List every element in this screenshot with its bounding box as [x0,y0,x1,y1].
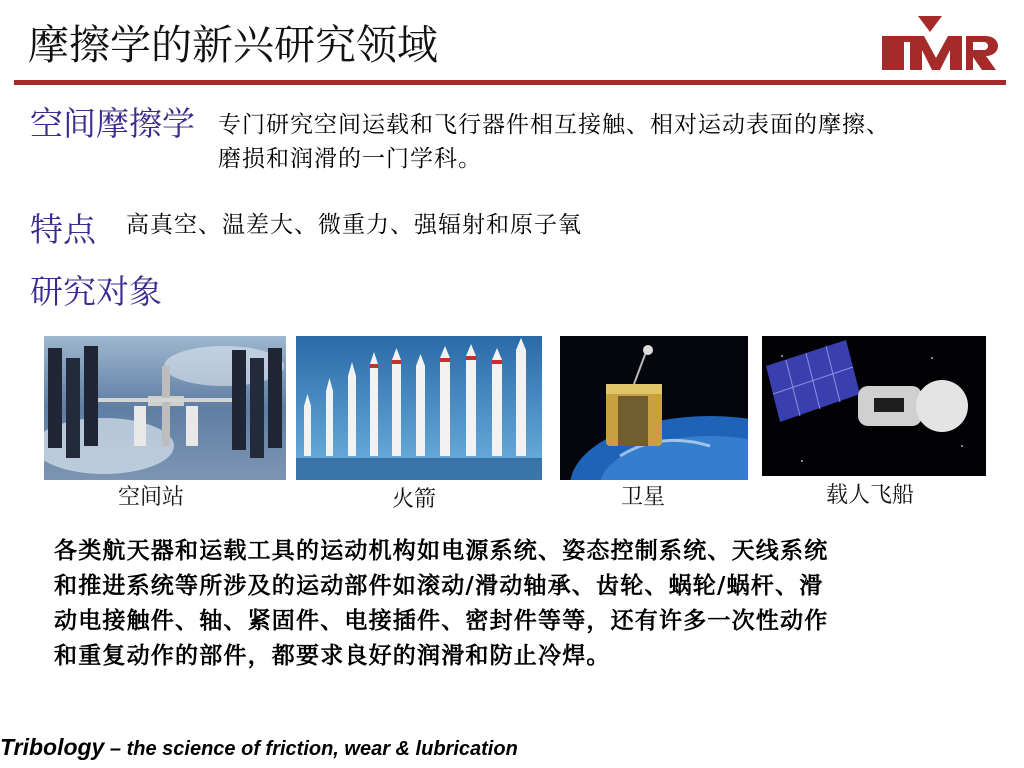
definition-line: 磨损和润滑的一门学科。 [218,146,482,172]
footer-rest: – the science of friction, wear & lubrication [104,738,518,760]
paragraph-line: 动电接触件、轴、紧固件、电接插件、密封件等等，还有许多一次性动作 [54,608,829,634]
features-heading: 特点 [30,210,96,249]
description-paragraph [54,534,828,674]
definition-text [218,108,890,176]
imr-logo [880,14,998,72]
paragraph-line: 各类航天器和运载工具的运动机构如电源系统、姿态控制系统、天线系统 [54,538,829,564]
satellite-image [560,336,748,480]
definition-line: 专门研究空间运载和飞行器件相互接触、相对运动表面的摩擦、 [218,112,890,138]
space-station-image [44,336,286,480]
features-text: 高真空、温差大、微重力、强辐射和原子氧 [126,212,582,238]
caption-rockets: 火箭 [392,487,437,512]
footer-term: Tribology [0,734,105,760]
caption-space-station: 空间站 [118,485,185,510]
spacecraft-image [762,336,986,476]
caption-satellite: 卫星 [621,485,666,510]
rockets-image [296,336,542,480]
slide-title: 摩擦学的新兴研究领域 [28,21,438,69]
caption-spacecraft: 载人飞船 [826,483,915,508]
objects-heading: 研究对象 [30,272,162,311]
definition-heading: 空间摩擦学 [30,104,195,143]
paragraph-line: 和重复动作的部件，都要求良好的润滑和防止冷焊。 [54,643,611,669]
paragraph-line: 和推进系统等所涉及的运动部件如滚动/滑动轴承、齿轮、蜗轮/蜗杆、滑 [54,573,824,599]
title-divider [14,80,1006,85]
footer-tagline [0,734,518,761]
